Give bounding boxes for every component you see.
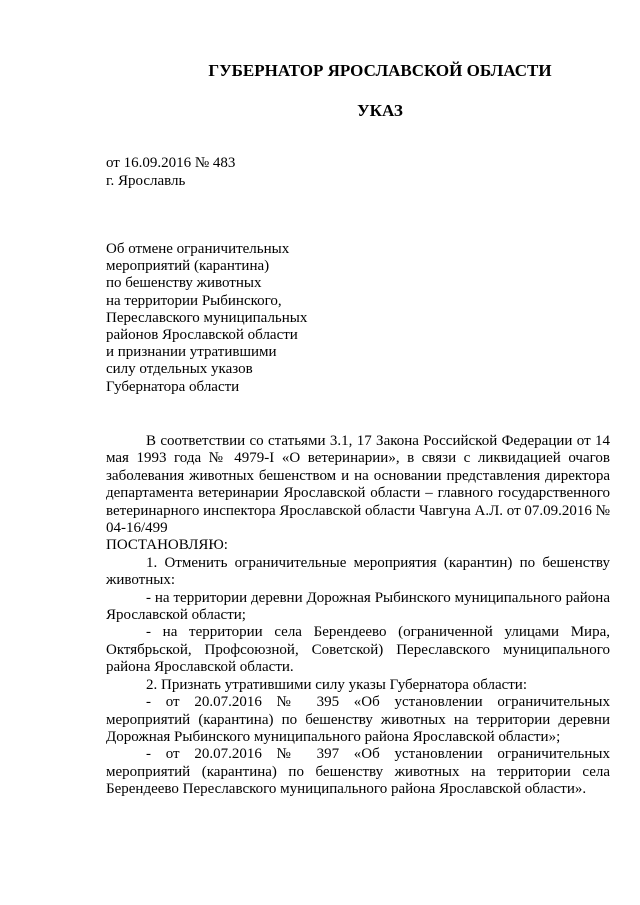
issue-city: г. Ярославль [106,173,186,189]
date-and-number: от 16.09.2016 № 483 [106,155,236,171]
subject-line: на территории Рыбинского, [106,292,282,309]
clause-1: 1. Отменить ограничительные мероприятия (карантин) по бешенству животных: [106,554,610,589]
subject-line: по бешенству животных [106,275,262,292]
document-subject [106,241,307,396]
subject-line: Об отмене ограничительных [106,241,290,257]
subject-line: и признании утратившими [106,344,277,361]
subject-line: районов Ярославской области [106,327,298,344]
clause-2-subitem-b: - от 20.07.2016 № 397 «Об установлении ограничительных мероприятий (карантина) по бешенству животных на территории села Берендеево Переславского муниципального района Ярославской области». [106,746,610,798]
clause-2: 2. Признать утратившими силу указы Губернатора области: [146,676,528,693]
document-body [106,433,610,799]
document-meta [106,154,235,190]
decree-word: ПОСТАНОВЛЯЮ: [106,537,228,554]
document-type: УКАЗ [357,101,403,120]
subject-line: Переславского муниципальных [106,309,308,326]
subject-line: Губернатора области [106,378,240,395]
clause-1-subitem-b: - на территории села Берендеево (ограниченной улицами Мира, Октябрьской, Профсоюзной, Советской) Переславского муниципального района Ярославской области. [106,624,610,676]
clause-2-subitem-a: - от 20.07.2016 № 395 «Об установлении ограничительных мероприятий (карантина) по бешенству животных на территории деревни Дорожная Рыбинского муниципального района Ярославской области»; [106,694,610,745]
subject-line: силу отдельных указов [106,361,253,378]
preamble-paragraph: В соответствии со статьями 3.1, 17 Закона Российской Федерации от 14 мая 1993 года № 4979-I «О ветеринарии», в связи с ликвидацией очагов заболевания животных бешенством и на основании представления директора департамента ветеринарии Ярославской области – главного государственного ветеринарного инспектора Ярославской области Чавгуна А.Л. от 07.09.2016 № 04-16/499 [106,433,610,537]
clause-1-subitem-a: - на территории деревни Дорожная Рыбинского муниципального района Ярославской области; [106,589,610,624]
issuing-authority: ГУБЕРНАТОР ЯРОСЛАВСКОЙ ОБЛАСТИ [208,61,552,80]
subject-line: мероприятий (карантина) [106,258,270,275]
